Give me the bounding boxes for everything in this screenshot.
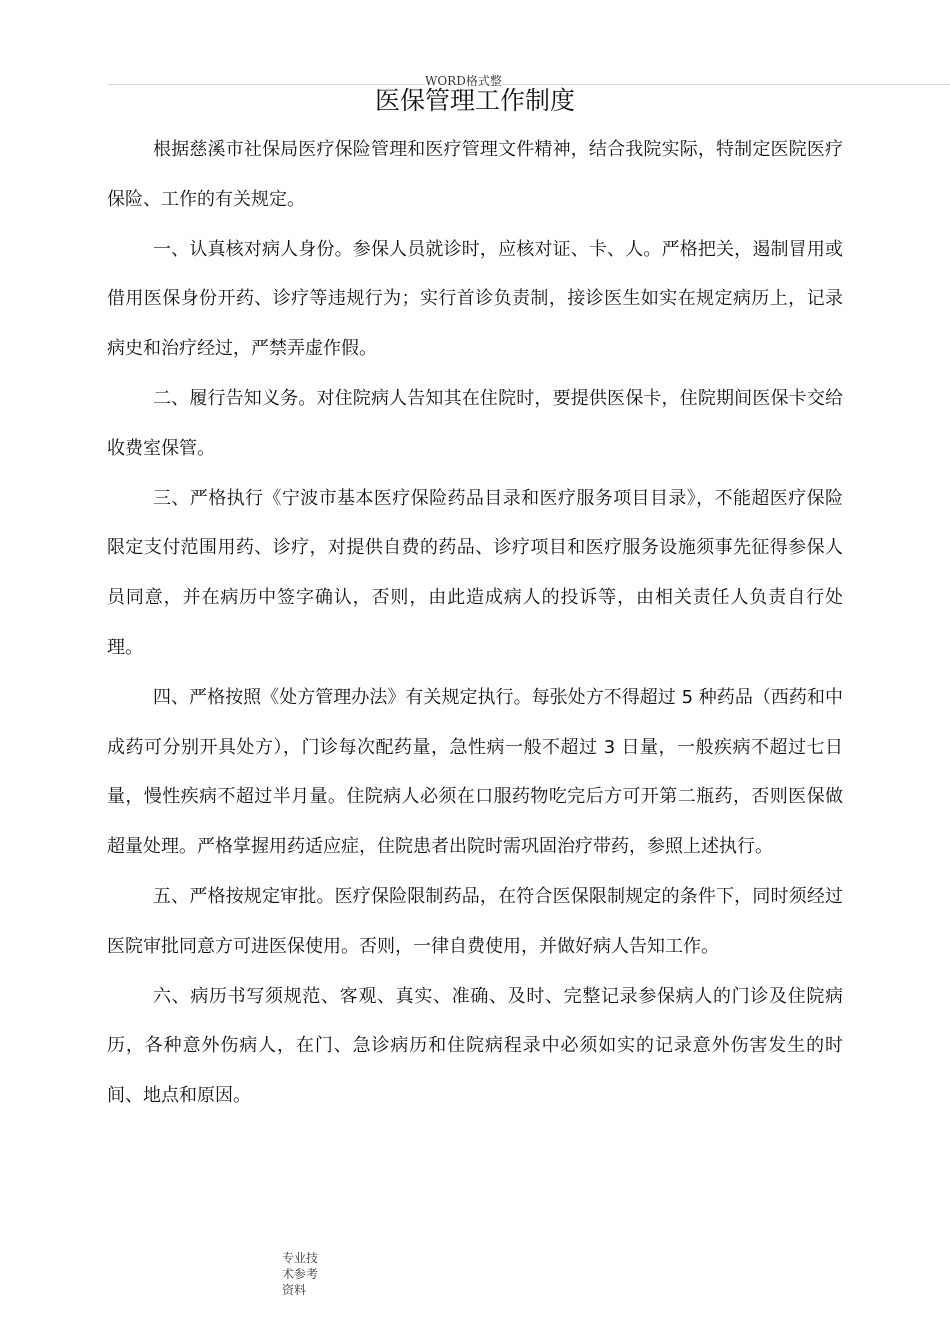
paragraph-item-4: 四、严格按照《处方管理办法》有关规定执行。每张处方不得超过 5 种药品（西药和中成药可分别开具处方），门诊每次配药量，急性病一般不超过 3 日量，一般疾病不超过七日量，慢性疾病不超过半月量。住院病人必须在口服药物吃完后方可开第二瓶药，否则医保做超量处理。严格掌握用药适应症，住院患者出院时需巩固治疗带药，参照上述执行。 [107, 686, 843, 858]
document-body [107, 125, 843, 1121]
footer-line-1: 专业技 [282, 1251, 319, 1265]
paragraph-item-1: 一、认真核对病人身份。参保人员就诊时，应核对证、卡、人。严格把关，遏制冒用或借用医保身份开药、诊疗等违规行为；实行首诊负责制，接诊医生如实在规定病历上，记录病史和治疗经过，严禁弄虚作假。 [107, 238, 843, 360]
paragraph-item-2: 二、履行告知义务。对住院病人告知其在住院时，要提供医保卡，住院期间医保卡交给收费室保管。 [107, 387, 843, 459]
footer-note [282, 1250, 322, 1298]
paragraph-item-3: 三、严格执行《宁波市基本医疗保险药品目录和医疗服务项目目录》，不能超医疗保险限定支付范围用药、诊疗，对提供自费的药品、诊疗项目和医疗服务设施须事先征得参保人员同意，并在病历中签字确认，否则，由此造成病人的投诉等，由相关责任人负责自行处理。 [107, 487, 843, 658]
paragraph-item-5: 五、严格按规定审批。医疗保险限制药品，在符合医保限制规定的条件下，同时须经过医院审批同意方可进医保使用。否则，一律自费使用，并做好病人告知工作。 [107, 885, 843, 957]
paragraph-intro: 根据慈溪市社保局医疗保险管理和医疗管理文件精神，结合我院实际，特制定医院医疗保险、工作的有关规定。 [107, 139, 843, 210]
document-title: 医保管理工作制度 [374, 86, 575, 115]
header-watermark: WORD格式整 [425, 74, 502, 88]
paragraph-item-6: 六、病历书写须规范、客观、真实、准确、及时、完整记录参保病人的门诊及住院病历，各种意外伤病人，在门、急诊病历和住院病程录中必须如实的记录意外伤害发生的时间、地点和原因。 [107, 985, 843, 1107]
footer-line-2: 术参考 [282, 1267, 319, 1281]
footer-line-3: 资料 [282, 1283, 307, 1297]
